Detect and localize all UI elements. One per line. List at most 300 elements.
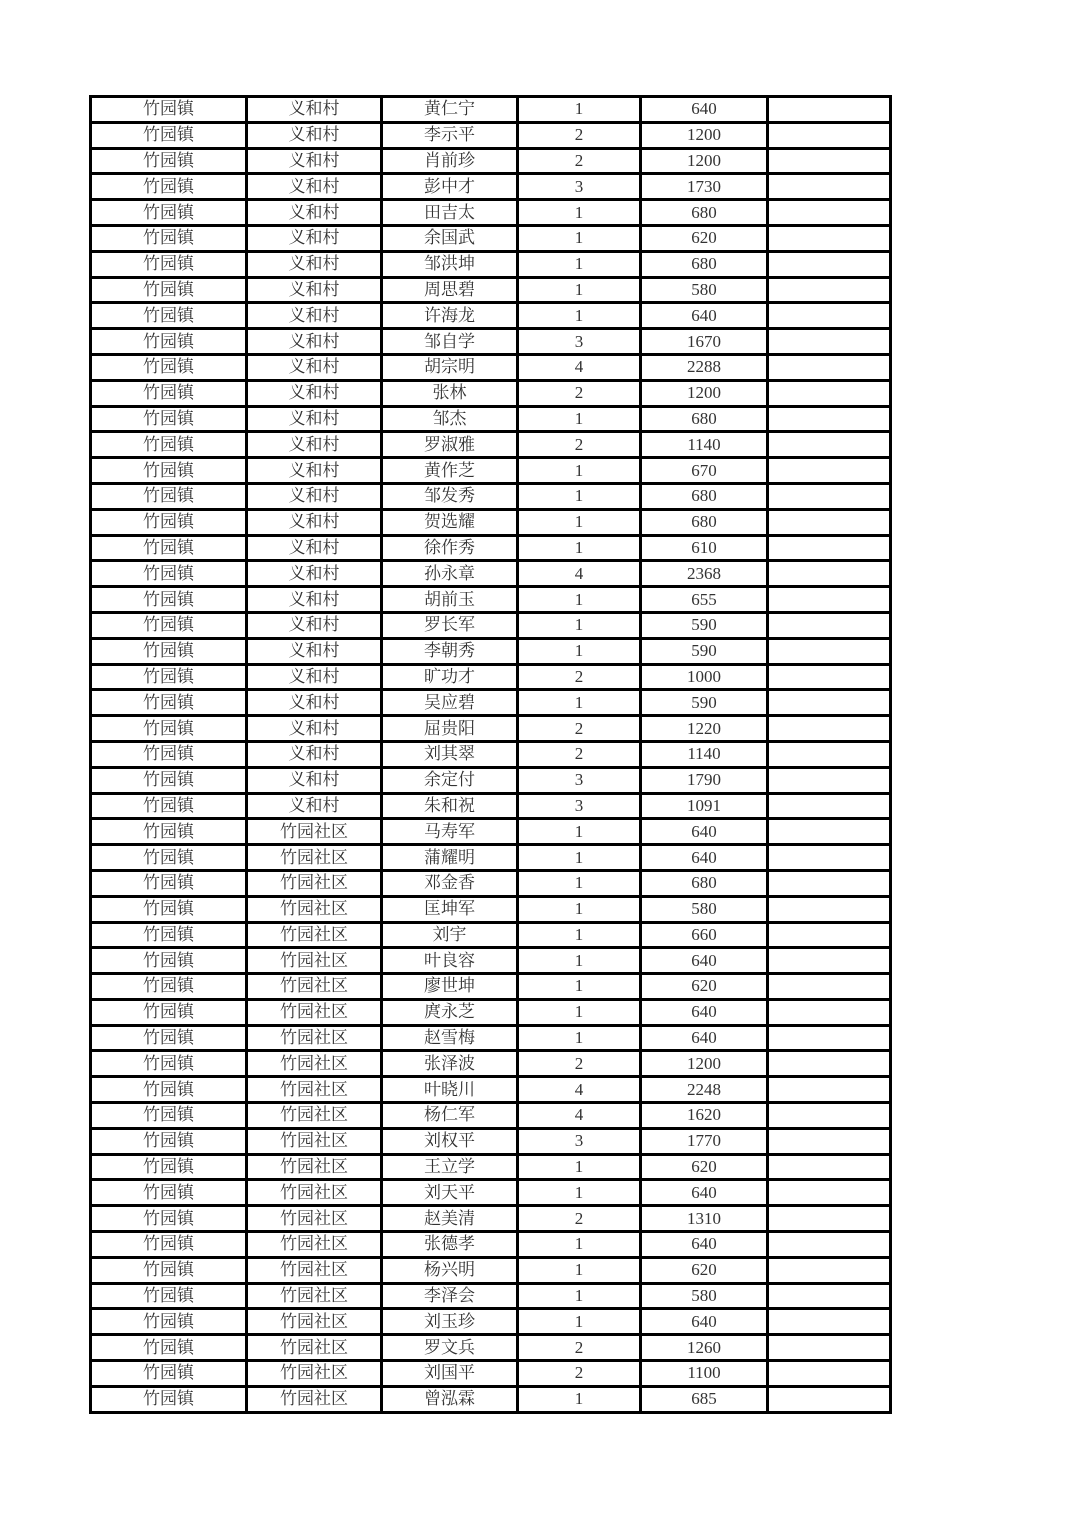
cell-town: 竹园镇 <box>91 948 247 974</box>
cell-count: 1 <box>518 638 641 664</box>
cell-town: 竹园镇 <box>91 922 247 948</box>
cell-town: 竹园镇 <box>91 1128 247 1154</box>
cell-note <box>768 716 891 742</box>
cell-town: 竹园镇 <box>91 122 247 148</box>
cell-town: 竹园镇 <box>91 535 247 561</box>
cell-count: 2 <box>518 1051 641 1077</box>
cell-town: 竹园镇 <box>91 225 247 251</box>
cell-village: 义和村 <box>247 458 382 484</box>
table-row <box>91 406 891 432</box>
cell-town: 竹园镇 <box>91 999 247 1025</box>
cell-amount: 590 <box>641 612 768 638</box>
cell-count: 1 <box>518 1180 641 1206</box>
cell-village: 竹园社区 <box>247 1309 382 1335</box>
cell-name: 余国武 <box>382 225 518 251</box>
cell-amount: 655 <box>641 587 768 613</box>
cell-name: 杨兴明 <box>382 1257 518 1283</box>
cell-note <box>768 1257 891 1283</box>
cell-count: 1 <box>518 896 641 922</box>
cell-name: 张德孝 <box>382 1232 518 1258</box>
cell-count: 1 <box>518 406 641 432</box>
cell-name: 彭中才 <box>382 174 518 200</box>
cell-name: 邓金香 <box>382 870 518 896</box>
cell-note <box>768 922 891 948</box>
cell-village: 义和村 <box>247 277 382 303</box>
cell-count: 1 <box>518 974 641 1000</box>
cell-amount: 1140 <box>641 432 768 458</box>
table-row <box>91 200 891 226</box>
cell-note <box>768 174 891 200</box>
cell-note <box>768 896 891 922</box>
table-row <box>91 97 891 123</box>
cell-name: 黄作芝 <box>382 458 518 484</box>
cell-village: 竹园社区 <box>247 1180 382 1206</box>
cell-amount: 680 <box>641 870 768 896</box>
cell-name: 廖世坤 <box>382 974 518 1000</box>
cell-village: 竹园社区 <box>247 1025 382 1051</box>
cell-amount: 1620 <box>641 1103 768 1129</box>
cell-town: 竹园镇 <box>91 741 247 767</box>
cell-town: 竹园镇 <box>91 1386 247 1412</box>
table-row <box>91 483 891 509</box>
cell-amount: 620 <box>641 1257 768 1283</box>
table-row <box>91 148 891 174</box>
cell-name: 张林 <box>382 380 518 406</box>
cell-count: 1 <box>518 1232 641 1258</box>
cell-name: 罗长军 <box>382 612 518 638</box>
cell-village: 义和村 <box>247 716 382 742</box>
cell-note <box>768 354 891 380</box>
cell-note <box>768 1051 891 1077</box>
table-row <box>91 225 891 251</box>
table-row <box>91 845 891 871</box>
cell-village: 义和村 <box>247 767 382 793</box>
table-row <box>91 767 891 793</box>
cell-note <box>768 97 891 123</box>
cell-town: 竹园镇 <box>91 97 247 123</box>
cell-note <box>768 741 891 767</box>
cell-name: 周思碧 <box>382 277 518 303</box>
cell-amount: 590 <box>641 638 768 664</box>
cell-note <box>768 535 891 561</box>
cell-count: 1 <box>518 1154 641 1180</box>
cell-town: 竹园镇 <box>91 1025 247 1051</box>
cell-count: 1 <box>518 1025 641 1051</box>
table-row <box>91 1309 891 1335</box>
cell-count: 2 <box>518 432 641 458</box>
cell-town: 竹园镇 <box>91 767 247 793</box>
cell-amount: 1310 <box>641 1206 768 1232</box>
cell-amount: 670 <box>641 458 768 484</box>
cell-name: 马寿军 <box>382 819 518 845</box>
cell-town: 竹园镇 <box>91 974 247 1000</box>
cell-village: 竹园社区 <box>247 1232 382 1258</box>
table-row <box>91 432 891 458</box>
cell-count: 1 <box>518 922 641 948</box>
table-row <box>91 1051 891 1077</box>
cell-count: 3 <box>518 767 641 793</box>
cell-name: 赵美清 <box>382 1206 518 1232</box>
cell-town: 竹园镇 <box>91 174 247 200</box>
cell-count: 1 <box>518 303 641 329</box>
cell-note <box>768 1206 891 1232</box>
cell-note <box>768 200 891 226</box>
cell-count: 2 <box>518 380 641 406</box>
cell-note <box>768 870 891 896</box>
cell-amount: 680 <box>641 200 768 226</box>
cell-note <box>768 509 891 535</box>
cell-note <box>768 406 891 432</box>
cell-note <box>768 612 891 638</box>
cell-name: 叶晓川 <box>382 1077 518 1103</box>
cell-name: 屈贵阳 <box>382 716 518 742</box>
cell-amount: 640 <box>641 303 768 329</box>
cell-amount: 2248 <box>641 1077 768 1103</box>
cell-village: 义和村 <box>247 612 382 638</box>
cell-count: 1 <box>518 999 641 1025</box>
cell-count: 3 <box>518 1128 641 1154</box>
cell-name: 徐作秀 <box>382 535 518 561</box>
table-row <box>91 1386 891 1412</box>
cell-village: 竹园社区 <box>247 1154 382 1180</box>
table-row <box>91 329 891 355</box>
cell-village: 竹园社区 <box>247 922 382 948</box>
table-row <box>91 896 891 922</box>
cell-name: 邹发秀 <box>382 483 518 509</box>
table-row <box>91 509 891 535</box>
cell-village: 竹园社区 <box>247 1103 382 1129</box>
cell-amount: 1200 <box>641 122 768 148</box>
table-row <box>91 1103 891 1129</box>
cell-name: 朱和祝 <box>382 793 518 819</box>
cell-village: 竹园社区 <box>247 1077 382 1103</box>
cell-name: 许海龙 <box>382 303 518 329</box>
cell-village: 竹园社区 <box>247 1206 382 1232</box>
cell-note <box>768 1283 891 1309</box>
cell-name: 邹自学 <box>382 329 518 355</box>
cell-amount: 680 <box>641 509 768 535</box>
cell-village: 义和村 <box>247 793 382 819</box>
table-row <box>91 1361 891 1387</box>
cell-note <box>768 1361 891 1387</box>
cell-town: 竹园镇 <box>91 277 247 303</box>
cell-note <box>768 1309 891 1335</box>
cell-town: 竹园镇 <box>91 1077 247 1103</box>
cell-amount: 680 <box>641 406 768 432</box>
cell-note <box>768 819 891 845</box>
cell-name: 王立学 <box>382 1154 518 1180</box>
cell-note <box>768 948 891 974</box>
cell-count: 4 <box>518 354 641 380</box>
cell-town: 竹园镇 <box>91 303 247 329</box>
cell-village: 竹园社区 <box>247 1386 382 1412</box>
cell-amount: 580 <box>641 1283 768 1309</box>
cell-count: 1 <box>518 483 641 509</box>
cell-town: 竹园镇 <box>91 251 247 277</box>
cell-count: 2 <box>518 1335 641 1361</box>
cell-town: 竹园镇 <box>91 483 247 509</box>
cell-village: 义和村 <box>247 148 382 174</box>
cell-note <box>768 1180 891 1206</box>
cell-note <box>768 329 891 355</box>
cell-town: 竹园镇 <box>91 1051 247 1077</box>
cell-village: 义和村 <box>247 225 382 251</box>
cell-count: 1 <box>518 870 641 896</box>
cell-note <box>768 1025 891 1051</box>
cell-note <box>768 148 891 174</box>
cell-count: 1 <box>518 948 641 974</box>
table-row <box>91 870 891 896</box>
cell-town: 竹园镇 <box>91 896 247 922</box>
table-row <box>91 716 891 742</box>
cell-amount: 1770 <box>641 1128 768 1154</box>
cell-town: 竹园镇 <box>91 1103 247 1129</box>
cell-village: 竹园社区 <box>247 1361 382 1387</box>
cell-town: 竹园镇 <box>91 793 247 819</box>
cell-village: 义和村 <box>247 432 382 458</box>
cell-amount: 620 <box>641 974 768 1000</box>
cell-count: 3 <box>518 793 641 819</box>
cell-note <box>768 1232 891 1258</box>
cell-name: 旷功才 <box>382 664 518 690</box>
cell-amount: 640 <box>641 1025 768 1051</box>
cell-note <box>768 251 891 277</box>
cell-count: 1 <box>518 535 641 561</box>
cell-village: 义和村 <box>247 509 382 535</box>
cell-amount: 640 <box>641 1309 768 1335</box>
cell-village: 竹园社区 <box>247 948 382 974</box>
table-body <box>91 97 891 1413</box>
cell-name: 邹洪坤 <box>382 251 518 277</box>
cell-town: 竹园镇 <box>91 148 247 174</box>
cell-village: 义和村 <box>247 664 382 690</box>
cell-name: 叶良容 <box>382 948 518 974</box>
cell-count: 1 <box>518 458 641 484</box>
table-row <box>91 690 891 716</box>
cell-count: 1 <box>518 1283 641 1309</box>
cell-town: 竹园镇 <box>91 1206 247 1232</box>
cell-amount: 580 <box>641 896 768 922</box>
cell-amount: 1790 <box>641 767 768 793</box>
cell-village: 竹园社区 <box>247 1128 382 1154</box>
cell-amount: 2288 <box>641 354 768 380</box>
cell-name: 曾泓霖 <box>382 1386 518 1412</box>
cell-town: 竹园镇 <box>91 664 247 690</box>
table-row <box>91 999 891 1025</box>
cell-note <box>768 1386 891 1412</box>
cell-amount: 1000 <box>641 664 768 690</box>
cell-town: 竹园镇 <box>91 509 247 535</box>
cell-amount: 680 <box>641 251 768 277</box>
table-row <box>91 277 891 303</box>
cell-note <box>768 793 891 819</box>
cell-town: 竹园镇 <box>91 1309 247 1335</box>
cell-amount: 640 <box>641 97 768 123</box>
cell-count: 1 <box>518 1257 641 1283</box>
cell-name: 李泽会 <box>382 1283 518 1309</box>
cell-note <box>768 690 891 716</box>
cell-village: 竹园社区 <box>247 1051 382 1077</box>
cell-town: 竹园镇 <box>91 458 247 484</box>
table-row <box>91 303 891 329</box>
cell-note <box>768 1077 891 1103</box>
cell-village: 义和村 <box>247 122 382 148</box>
cell-village: 义和村 <box>247 535 382 561</box>
cell-count: 1 <box>518 97 641 123</box>
cell-village: 竹园社区 <box>247 1283 382 1309</box>
cell-count: 1 <box>518 1386 641 1412</box>
cell-count: 2 <box>518 716 641 742</box>
cell-amount: 1200 <box>641 148 768 174</box>
cell-name: 田吉太 <box>382 200 518 226</box>
cell-village: 竹园社区 <box>247 974 382 1000</box>
table-row <box>91 122 891 148</box>
cell-count: 1 <box>518 1309 641 1335</box>
table-row <box>91 974 891 1000</box>
table-row <box>91 948 891 974</box>
table-row <box>91 922 891 948</box>
cell-count: 1 <box>518 251 641 277</box>
cell-amount: 610 <box>641 535 768 561</box>
cell-village: 竹园社区 <box>247 1257 382 1283</box>
cell-town: 竹园镇 <box>91 1361 247 1387</box>
cell-village: 义和村 <box>247 690 382 716</box>
cell-town: 竹园镇 <box>91 1232 247 1258</box>
cell-amount: 660 <box>641 922 768 948</box>
cell-amount: 680 <box>641 483 768 509</box>
cell-amount: 620 <box>641 225 768 251</box>
cell-count: 1 <box>518 509 641 535</box>
cell-town: 竹园镇 <box>91 406 247 432</box>
cell-amount: 620 <box>641 1154 768 1180</box>
cell-village: 义和村 <box>247 587 382 613</box>
cell-count: 2 <box>518 741 641 767</box>
cell-town: 竹园镇 <box>91 819 247 845</box>
cell-town: 竹园镇 <box>91 561 247 587</box>
cell-note <box>768 277 891 303</box>
cell-town: 竹园镇 <box>91 587 247 613</box>
cell-count: 1 <box>518 845 641 871</box>
cell-village: 义和村 <box>247 638 382 664</box>
cell-count: 1 <box>518 277 641 303</box>
cell-town: 竹园镇 <box>91 1257 247 1283</box>
cell-name: 胡前玉 <box>382 587 518 613</box>
cell-village: 义和村 <box>247 303 382 329</box>
table-row <box>91 1335 891 1361</box>
cell-amount: 640 <box>641 948 768 974</box>
table-row <box>91 741 891 767</box>
cell-note <box>768 1154 891 1180</box>
cell-name: 胡宗明 <box>382 354 518 380</box>
cell-count: 2 <box>518 1206 641 1232</box>
cell-village: 义和村 <box>247 97 382 123</box>
cell-town: 竹园镇 <box>91 870 247 896</box>
cell-note <box>768 483 891 509</box>
cell-village: 竹园社区 <box>247 870 382 896</box>
table-row <box>91 1206 891 1232</box>
cell-note <box>768 999 891 1025</box>
cell-note <box>768 458 891 484</box>
cell-name: 刘权平 <box>382 1128 518 1154</box>
cell-amount: 1670 <box>641 329 768 355</box>
cell-amount: 1730 <box>641 174 768 200</box>
cell-note <box>768 587 891 613</box>
cell-note <box>768 974 891 1000</box>
table-row <box>91 1154 891 1180</box>
cell-note <box>768 122 891 148</box>
cell-count: 1 <box>518 690 641 716</box>
cell-note <box>768 303 891 329</box>
cell-amount: 1100 <box>641 1361 768 1387</box>
cell-village: 竹园社区 <box>247 845 382 871</box>
cell-amount: 640 <box>641 845 768 871</box>
table-row <box>91 458 891 484</box>
cell-village: 义和村 <box>247 354 382 380</box>
table-row <box>91 1180 891 1206</box>
cell-town: 竹园镇 <box>91 200 247 226</box>
cell-amount: 1220 <box>641 716 768 742</box>
table-row <box>91 561 891 587</box>
cell-name: 吴应碧 <box>382 690 518 716</box>
cell-town: 竹园镇 <box>91 690 247 716</box>
cell-note <box>768 1103 891 1129</box>
cell-name: 贺选耀 <box>382 509 518 535</box>
cell-name: 刘国平 <box>382 1361 518 1387</box>
table-row <box>91 819 891 845</box>
cell-name: 刘天平 <box>382 1180 518 1206</box>
cell-name: 刘玉珍 <box>382 1309 518 1335</box>
cell-name: 孙永章 <box>382 561 518 587</box>
cell-amount: 2368 <box>641 561 768 587</box>
cell-count: 1 <box>518 225 641 251</box>
cell-name: 李朝秀 <box>382 638 518 664</box>
cell-town: 竹园镇 <box>91 716 247 742</box>
table-row <box>91 1257 891 1283</box>
table-row <box>91 1077 891 1103</box>
cell-village: 义和村 <box>247 329 382 355</box>
cell-count: 2 <box>518 664 641 690</box>
cell-amount: 640 <box>641 819 768 845</box>
cell-count: 2 <box>518 148 641 174</box>
table-row <box>91 1283 891 1309</box>
cell-town: 竹园镇 <box>91 1154 247 1180</box>
cell-village: 竹园社区 <box>247 819 382 845</box>
cell-town: 竹园镇 <box>91 1335 247 1361</box>
table-row <box>91 664 891 690</box>
cell-count: 1 <box>518 612 641 638</box>
cell-village: 竹园社区 <box>247 1335 382 1361</box>
cell-amount: 1200 <box>641 1051 768 1077</box>
cell-name: 黄仁宁 <box>382 97 518 123</box>
cell-count: 4 <box>518 1077 641 1103</box>
cell-note <box>768 664 891 690</box>
cell-note <box>768 1128 891 1154</box>
cell-town: 竹园镇 <box>91 432 247 458</box>
data-table <box>89 95 892 1414</box>
table-row <box>91 1128 891 1154</box>
cell-amount: 685 <box>641 1386 768 1412</box>
cell-name: 蒲耀明 <box>382 845 518 871</box>
cell-amount: 1200 <box>641 380 768 406</box>
cell-count: 4 <box>518 1103 641 1129</box>
cell-count: 2 <box>518 122 641 148</box>
cell-count: 1 <box>518 587 641 613</box>
cell-amount: 590 <box>641 690 768 716</box>
cell-name: 罗文兵 <box>382 1335 518 1361</box>
cell-count: 3 <box>518 174 641 200</box>
cell-note <box>768 1335 891 1361</box>
table-row <box>91 1232 891 1258</box>
